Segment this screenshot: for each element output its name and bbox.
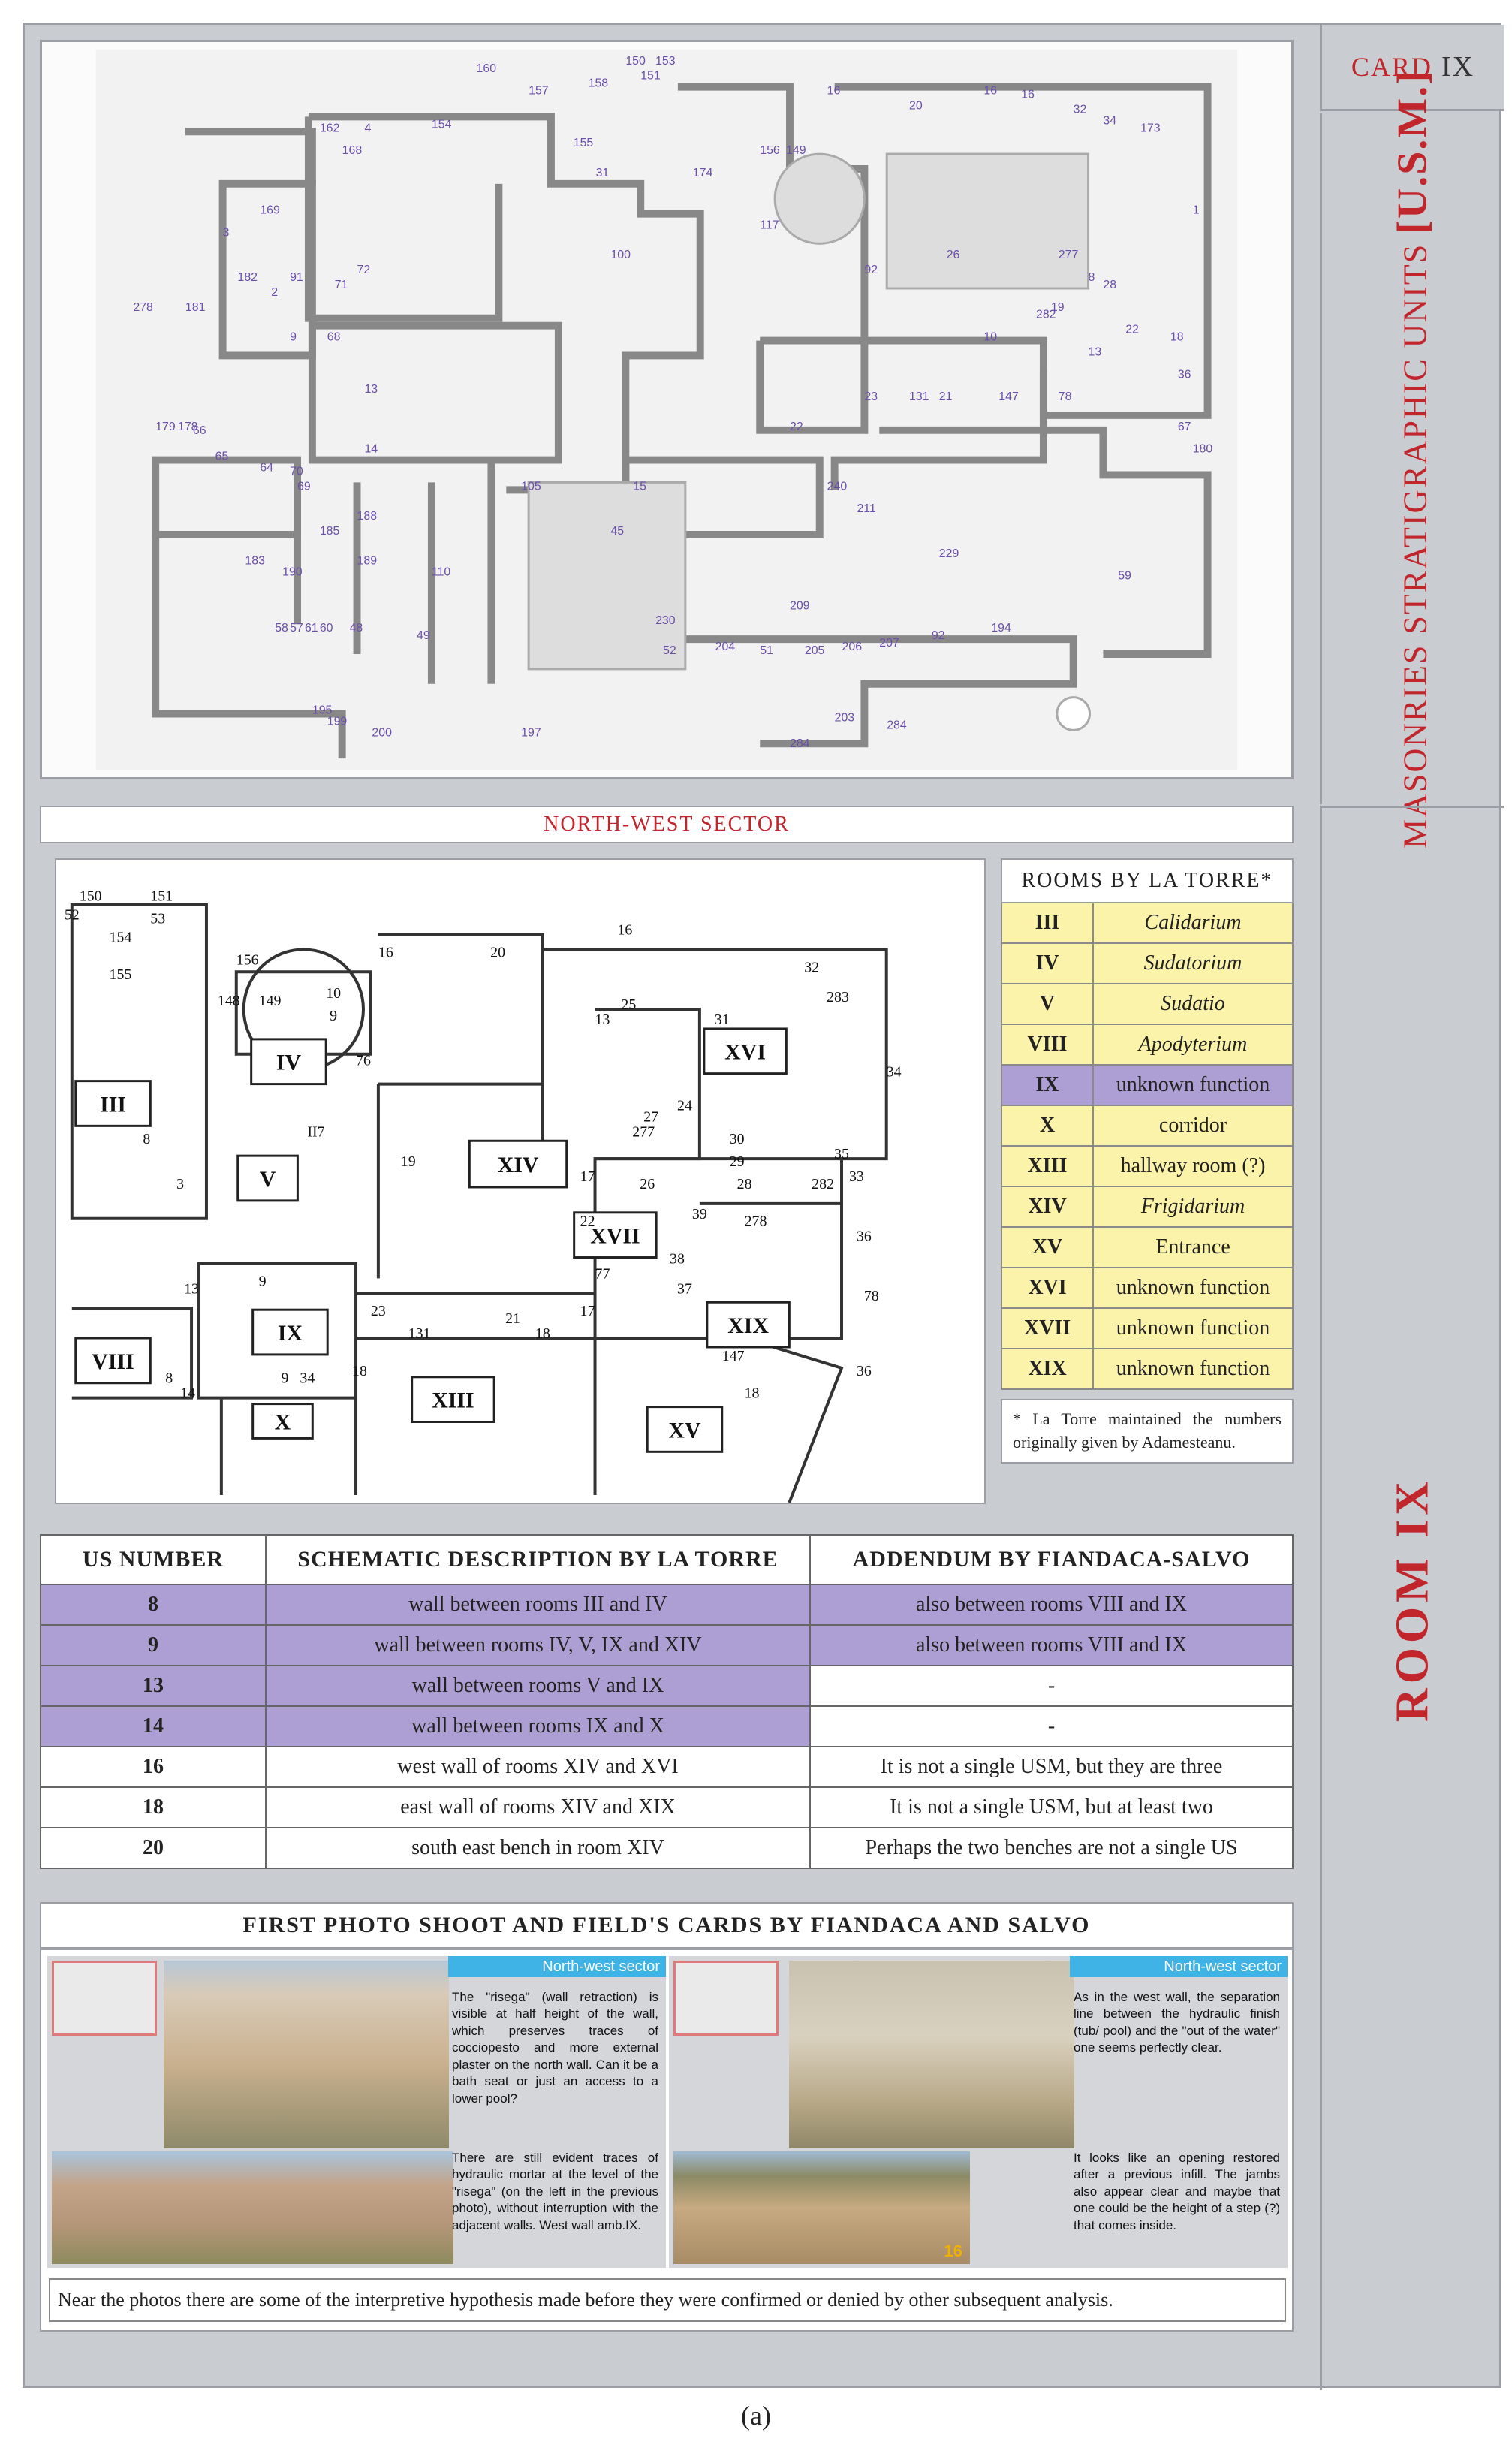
- sector-number-label: 149: [258, 993, 282, 1010]
- us-row: [40, 1707, 1294, 1747]
- sector-number-label: 25: [621, 996, 637, 1014]
- plan-number-label: 19: [1050, 300, 1065, 314]
- sector-number-label: 29: [729, 1153, 745, 1171]
- room-row: [1001, 1147, 1294, 1187]
- room-function: Sudatio: [1161, 992, 1225, 1015]
- sector-number-label: 9: [258, 1273, 267, 1290]
- plan-number-label: 21: [938, 390, 953, 404]
- sector-room-label: IX: [277, 1321, 303, 1346]
- sector-number-label: 148: [217, 993, 240, 1010]
- us-table-header: [40, 1534, 1294, 1585]
- sector-number-label: 14: [180, 1385, 196, 1402]
- sector-number-label: 35: [834, 1146, 849, 1163]
- plan-number-label: 67: [1177, 420, 1191, 433]
- us-description: wall between rooms IV, V, IX and XIV: [267, 1626, 811, 1666]
- sector-number-label: 26: [640, 1175, 655, 1192]
- sector-number-label: 36: [856, 1228, 872, 1245]
- plan-number-label: 60: [319, 622, 333, 635]
- plan-number-label: 105: [521, 480, 541, 493]
- sector-room-label: XIII: [432, 1388, 474, 1413]
- plan-number-label: 117: [760, 219, 779, 232]
- sector-number-label: 278: [744, 1213, 767, 1230]
- plan-number-label: 34: [1103, 114, 1117, 128]
- plan-number-label: 230: [655, 614, 676, 628]
- room-title-box: [1320, 806, 1504, 2390]
- sector-number-label: 53: [150, 910, 166, 927]
- sector-number-label: 52: [64, 906, 80, 924]
- plan-number-label: 284: [789, 737, 810, 751]
- room-function: unknown function: [1116, 1316, 1270, 1340]
- plan-number-label: 209: [789, 599, 810, 613]
- plan-number-label: 100: [610, 249, 631, 262]
- sector-number-label: 31: [714, 1011, 730, 1028]
- header-description: SCHEMATIC DESCRIPTION BY LA TORRE: [267, 1536, 811, 1585]
- plan-number-label: 277: [1058, 249, 1079, 262]
- plan-number-label: 49: [417, 629, 430, 643]
- card-number: IX: [1441, 51, 1475, 83]
- sector-number-label: 18: [352, 1362, 367, 1379]
- sector-number-label: 34: [886, 1063, 902, 1081]
- sector-number-label: 13: [184, 1280, 199, 1298]
- room-row: [1001, 1228, 1294, 1268]
- room-row: [1001, 1025, 1294, 1066]
- plan-number-label: 205: [804, 644, 825, 658]
- us-number: 18: [41, 1788, 267, 1828]
- plan-number-label: 158: [588, 77, 609, 90]
- rooms-table: [1001, 858, 1294, 1464]
- plan-number-label: 3: [222, 226, 230, 240]
- room-row: [1001, 1268, 1294, 1309]
- sector-room-label: IV: [276, 1050, 302, 1075]
- room-function: corridor: [1158, 1114, 1227, 1137]
- plan-number-label: 150: [625, 54, 646, 68]
- plan-number-label: 110: [431, 565, 451, 579]
- sector-room-label: XIX: [727, 1313, 769, 1339]
- plan-number-label: 26: [946, 249, 960, 262]
- room-function: Entrance: [1155, 1235, 1230, 1259]
- plan-number-label: 45: [610, 524, 625, 538]
- plan-number-label: 189: [357, 554, 378, 568]
- us-description: east wall of rooms XIV and XIX: [267, 1788, 811, 1828]
- sector-room-label: XVI: [724, 1039, 766, 1065]
- room-number: X: [1002, 1106, 1094, 1145]
- plan-thumbnail: [52, 1961, 157, 2036]
- plan-number-label: 16: [1021, 88, 1035, 101]
- plan-number-label: 203: [834, 711, 855, 725]
- plan-number-label: 32: [1073, 103, 1087, 116]
- plan-number-label: 200: [372, 726, 392, 740]
- sector-room-label: V: [259, 1166, 276, 1192]
- room-row: [1001, 1309, 1294, 1349]
- plan-number-label: 92: [931, 629, 945, 643]
- sector-number-label: 3: [176, 1175, 185, 1192]
- plan-number-label: 179: [155, 420, 176, 433]
- plan-number-label: 173: [1140, 122, 1161, 135]
- sector-number-label: 8: [165, 1370, 173, 1387]
- plan-number-label: 59: [1118, 569, 1132, 583]
- us-number: 9: [41, 1626, 267, 1666]
- sector-number-label: 36: [856, 1362, 872, 1379]
- sector-number-label: 9: [281, 1370, 289, 1387]
- sector-number-label: 32: [804, 959, 820, 976]
- plan-number-label: 207: [879, 637, 899, 650]
- room-function: Calidarium: [1144, 911, 1242, 934]
- plan-number-label: 157: [529, 84, 549, 98]
- sector-number-label: 9: [330, 1008, 338, 1024]
- plan-number-label: 28: [1103, 278, 1117, 291]
- photo-panel: [40, 1949, 1294, 2332]
- plan-number-label: 57: [290, 622, 303, 635]
- sector-number-label: 37: [677, 1280, 692, 1298]
- photo-number: 16: [944, 2241, 962, 2260]
- plan-number-label: 211: [857, 502, 876, 516]
- plan-number-label: 2: [271, 285, 279, 299]
- room-row: [1001, 1066, 1294, 1106]
- us-description: wall between rooms V and IX: [267, 1666, 811, 1707]
- sector-room-label: XV: [668, 1418, 701, 1443]
- room-row: [1001, 1106, 1294, 1147]
- sector-number-label: 34: [300, 1370, 315, 1387]
- plan-number-label: 169: [260, 203, 280, 217]
- us-row: [40, 1666, 1294, 1707]
- sector-number-label: 283: [827, 989, 849, 1006]
- room-number: IX: [1002, 1066, 1094, 1105]
- us-addendum: also between rooms VIII and IX: [811, 1626, 1294, 1666]
- plan-number-label: 240: [827, 480, 848, 493]
- plan-number-label: 71: [334, 278, 348, 291]
- sector-number-label: 24: [677, 1097, 692, 1114]
- plan-number-label: 18: [1170, 330, 1184, 344]
- plan-number-label: 78: [1058, 390, 1072, 404]
- room-number: XVI: [1002, 1268, 1094, 1307]
- plan-number-label: 51: [760, 644, 773, 658]
- sector-number-label: 17: [580, 1303, 595, 1320]
- photo-section-title: FIRST PHOTO SHOOT AND FIELD'S CARDS BY FIANDACA AND SALVO: [40, 1902, 1294, 1949]
- us-row: [40, 1585, 1294, 1626]
- plan-number-label: 181: [185, 300, 206, 314]
- plan-number-label: 52: [663, 644, 676, 658]
- room-function: unknown function: [1116, 1276, 1270, 1299]
- plan-number-label: 174: [692, 166, 713, 179]
- plan-number-label: 61: [304, 622, 318, 635]
- sector-number-label: 21: [505, 1310, 520, 1328]
- room-row: [1001, 1349, 1294, 1390]
- plan-number-label: 15: [633, 480, 646, 493]
- plan-number-label: 65: [215, 450, 229, 463]
- room-row: [1001, 903, 1294, 944]
- room-title: ROOM IX: [1387, 1476, 1438, 1722]
- field-card-right: [669, 1956, 1288, 2268]
- plan-number-label: 197: [521, 726, 541, 740]
- plan-number-label: 149: [786, 144, 806, 158]
- us-description: wall between rooms IX and X: [267, 1707, 811, 1747]
- plan-number-label: 31: [595, 166, 610, 179]
- sector-number-label: 18: [744, 1385, 760, 1402]
- plan-number-label: 168: [342, 144, 363, 158]
- plan-number-label: 194: [991, 622, 1011, 635]
- room-number: XVII: [1002, 1309, 1094, 1348]
- mortar-photo: [52, 2151, 453, 2264]
- plan-number-label: 8: [1088, 271, 1095, 285]
- plan-number-label: 188: [357, 510, 378, 523]
- sector-number-label: 277: [632, 1123, 655, 1141]
- plan-thumbnail: [673, 1961, 779, 2036]
- plan-number-label: 229: [938, 547, 959, 560]
- plan-number-label: 14: [364, 442, 378, 456]
- sector-number-label: 27: [643, 1108, 659, 1126]
- photo-note: There are still evident traces of hydraulic mortar at the level of the "risega" (on the left in the previous photo), without interruption with the adjacent walls. West wall amb.IX.: [452, 2151, 658, 2232]
- plan-number-label: 147: [998, 390, 1019, 404]
- sector-number-label: 30: [729, 1131, 745, 1148]
- room-function: hallway room (?): [1120, 1154, 1266, 1177]
- sector-number-label: 78: [863, 1288, 879, 1305]
- plan-number-label: 182: [237, 271, 258, 285]
- sector-map: [55, 858, 986, 1504]
- room-number: XIV: [1002, 1187, 1094, 1226]
- us-number: 20: [41, 1828, 267, 1869]
- opening-photo: [673, 2151, 970, 2264]
- wall-photo: [789, 1961, 1074, 2148]
- photo-note: As in the west wall, the separation line between the hydraulic finish (tub/ pool) and the "out of the water" one seems perfectly clear.: [1074, 1990, 1280, 2055]
- header-us-number: US NUMBER: [41, 1536, 267, 1585]
- plan-number-label: 92: [864, 264, 878, 277]
- room-function: unknown function: [1116, 1357, 1270, 1380]
- plan-number-label: 282: [1035, 308, 1056, 321]
- sector-number-label: 155: [109, 966, 132, 984]
- sector-room-label: XVII: [590, 1223, 640, 1249]
- sector-number-label: 77: [595, 1265, 610, 1283]
- room-number: XIX: [1002, 1349, 1094, 1388]
- photo-caption: Near the photos there are some of the interpretive hypothesis made before they were confirmed or denied by other subsequent analysis.: [49, 2278, 1286, 2322]
- plan-number-label: 10: [983, 330, 998, 344]
- sector-header: North-west sector: [1070, 1956, 1288, 1977]
- us-description: west wall of rooms XIV and XVI: [267, 1747, 811, 1788]
- photo-note: The "risega" (wall retraction) is visible at half height of the wall, which preserves traces of cocciopesto and more external plaster on the north wall. Can it be a bath seat or just an access to a lower pool?: [452, 1990, 658, 2106]
- room-number: V: [1002, 984, 1094, 1024]
- plan-number-label: 1: [1192, 203, 1200, 217]
- sector-number-label: 150: [79, 888, 102, 905]
- plan-number-label: 190: [282, 565, 303, 579]
- plan-number-label: 66: [192, 424, 206, 437]
- sector-number-label: II7: [307, 1123, 325, 1141]
- sector-number-label: 33: [848, 1168, 864, 1185]
- room-function: unknown function: [1116, 1073, 1270, 1096]
- sector-room-label: VIII: [92, 1349, 134, 1374]
- us-addendum: It is not a single USM, but at least two: [811, 1788, 1294, 1828]
- us-description: south east bench in room XIV: [267, 1828, 811, 1869]
- plan-number-label: 154: [431, 118, 452, 131]
- wall-photo: [164, 1961, 449, 2148]
- room-number: VIII: [1002, 1025, 1094, 1064]
- room-function: Sudatorium: [1143, 951, 1242, 975]
- plan-number-label: 195: [312, 704, 333, 717]
- plan-number-label: 199: [327, 715, 348, 728]
- plan-number-label: 155: [573, 137, 594, 150]
- header-addendum: ADDENDUM BY FIANDACA-SALVO: [811, 1536, 1294, 1585]
- photo-note: It looks like an opening restored after a previous infill. The jambs also appear clear and maybe that one could be the height of a step (?) that comes inside.: [1074, 2151, 1280, 2232]
- plan-number-label: 4: [364, 122, 372, 135]
- plan-number-label: 278: [133, 300, 153, 314]
- room-number: XV: [1002, 1228, 1094, 1267]
- room-number: III: [1002, 903, 1094, 942]
- sector-number-label: 28: [736, 1175, 752, 1192]
- sector-number-label: 17: [580, 1168, 595, 1185]
- sector-number-label: 151: [150, 888, 173, 905]
- sector-number-label: 156: [236, 951, 259, 969]
- us-addendum: also between rooms VIII and IX: [811, 1585, 1294, 1626]
- sector-number-label: 10: [326, 985, 342, 1002]
- plan-number-label: 151: [640, 69, 661, 83]
- sector-number-label: 20: [490, 944, 506, 961]
- plan-number-label: 13: [364, 383, 378, 396]
- room-row: [1001, 1187, 1294, 1228]
- us-row: [40, 1747, 1294, 1788]
- plan-number-label: 64: [260, 461, 274, 475]
- usm-title-code: [U.S.M.]: [1389, 69, 1436, 234]
- room-row: [1001, 944, 1294, 984]
- card-label: CARD: [1351, 52, 1432, 82]
- plan-number-label: 36: [1177, 368, 1191, 381]
- sector-number-label: 39: [691, 1205, 707, 1222]
- plan-number-label: 206: [842, 641, 863, 654]
- plan-number-label: 91: [290, 271, 303, 285]
- room-number: IV: [1002, 944, 1094, 983]
- sector-number-label: 282: [812, 1175, 835, 1192]
- sector-number-label: 154: [109, 929, 132, 946]
- figure-label: (a): [741, 2401, 771, 2431]
- sector-number-label: 18: [535, 1325, 550, 1343]
- sector-number-label: 38: [670, 1250, 685, 1268]
- sector-room-label: III: [100, 1092, 126, 1117]
- plan-number-label: 68: [327, 330, 341, 344]
- sector-number-label: 22: [580, 1213, 595, 1230]
- sector-number-label: 147: [721, 1347, 745, 1364]
- sector-number-label: 76: [356, 1052, 371, 1069]
- plan-number-label: 204: [715, 641, 736, 654]
- plan-number-label: 22: [1125, 323, 1139, 336]
- us-row: [40, 1788, 1294, 1828]
- sector-number-label: 16: [378, 944, 393, 961]
- sector-number-label: 131: [408, 1325, 431, 1343]
- sector-number-label: 23: [370, 1303, 386, 1320]
- sector-number-label: 13: [595, 1011, 610, 1028]
- sector-map-drawing: [56, 860, 984, 1503]
- rooms-table-note: * La Torre maintained the numbers originally given by Adamesteanu.: [1001, 1399, 1294, 1464]
- plan-number-label: 58: [275, 622, 288, 635]
- us-addendum: -: [811, 1666, 1294, 1707]
- plan-number-label: 9: [290, 330, 297, 344]
- room-number: XIII: [1002, 1147, 1094, 1186]
- us-number: 14: [41, 1707, 267, 1747]
- plan-number-label: 131: [909, 390, 929, 404]
- usm-title-box: [1320, 69, 1504, 849]
- us-addendum: Perhaps the two benches are not a single US: [811, 1828, 1294, 1869]
- plan-number-label: 156: [760, 144, 780, 158]
- us-number: 8: [41, 1585, 267, 1626]
- rooms-table-title: ROOMS BY LA TORRE*: [1001, 858, 1294, 903]
- plan-number-label: 180: [1192, 442, 1213, 456]
- plan-number-label: 13: [1088, 345, 1102, 359]
- plan-number-label: 69: [297, 480, 311, 493]
- room-row: [1001, 984, 1294, 1025]
- plan-number-label: 16: [827, 84, 841, 98]
- sector-title: NORTH-WEST SECTOR: [40, 806, 1294, 843]
- us-addendum: It is not a single USM, but they are three: [811, 1747, 1294, 1788]
- plan-number-label: 183: [245, 554, 265, 568]
- usm-title-text: MASONRIES STRATIGRAPHIC UNITS: [1396, 243, 1434, 849]
- sector-room-label: XIV: [497, 1153, 539, 1178]
- plan-number-label: 22: [789, 420, 803, 433]
- us-table: [40, 1534, 1294, 1869]
- plan-number-label: 178: [177, 420, 198, 433]
- us-number: 13: [41, 1666, 267, 1707]
- plan-number-label: 70: [290, 465, 303, 478]
- site-plan-drawing: [42, 42, 1291, 777]
- usm-title: [1387, 69, 1438, 849]
- plan-number-label: 162: [319, 122, 340, 135]
- room-function: Apodyterium: [1138, 1033, 1248, 1056]
- plan-number-label: 185: [319, 524, 340, 538]
- us-number: 16: [41, 1747, 267, 1788]
- plan-number-label: 72: [357, 264, 371, 277]
- sector-number-label: 16: [617, 921, 633, 939]
- sector-number-label: 19: [400, 1153, 416, 1171]
- plan-number-label: 160: [476, 62, 497, 75]
- plan-number-label: 16: [983, 84, 998, 98]
- sector-room-label: X: [274, 1409, 291, 1435]
- room-function: Frigidarium: [1140, 1195, 1245, 1218]
- sector-number-label: 8: [143, 1131, 151, 1148]
- site-plan: [40, 40, 1294, 779]
- us-description: wall between rooms III and IV: [267, 1585, 811, 1626]
- us-row: [40, 1626, 1294, 1666]
- us-addendum: -: [811, 1707, 1294, 1747]
- card-sheet: [23, 23, 1501, 2388]
- us-row: [40, 1828, 1294, 1869]
- plan-number-label: 284: [887, 719, 907, 732]
- sector-header: North-west sector: [448, 1956, 666, 1977]
- plan-number-label: 48: [349, 622, 363, 635]
- plan-number-label: 20: [909, 99, 923, 113]
- plan-number-label: 23: [864, 390, 878, 404]
- field-card-left: [47, 1956, 666, 2268]
- plan-number-label: 153: [655, 54, 676, 68]
